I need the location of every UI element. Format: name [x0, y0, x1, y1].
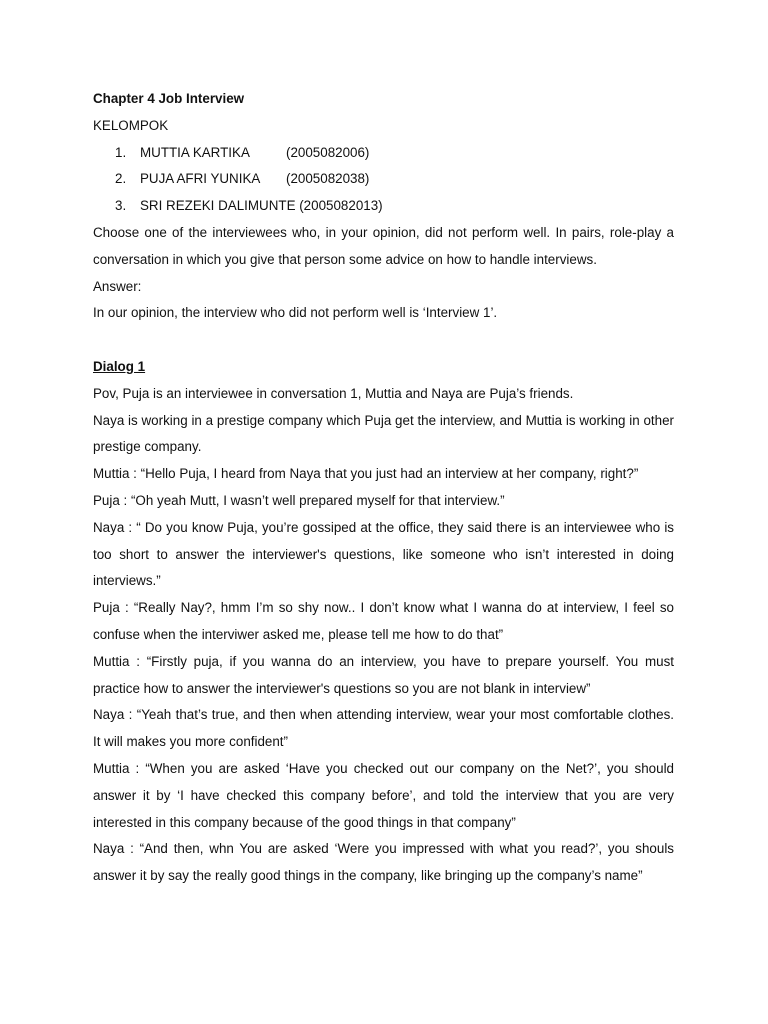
member-item: [93, 166, 674, 193]
dialog-paragraph: Naya is working in a prestige company which Puja get the interview, and Muttia is working in other prestige company.: [93, 412, 674, 455]
member-name: MUTTIA KARTIKA: [140, 144, 250, 160]
member-id: (2005082006): [286, 144, 370, 160]
dialog-heading: Dialog 1: [93, 358, 146, 374]
document-page: [93, 86, 674, 890]
member-number: 3.: [115, 198, 127, 214]
dialog-paragraph: Naya : “And then, whn You are asked ‘Were you impressed with what you read?’, you shouls answer it by say the really good things in the company, like bringing up the company’s name”: [93, 841, 674, 884]
member-item: [93, 193, 674, 220]
member-list: [93, 140, 674, 220]
dialog-paragraph: Puja : “Really Nay?, hmm I’m so shy now.. I don’t know what I wanna do at interview, I feel so confuse when the interviwer asked me, please tell me how to do that”: [93, 600, 674, 642]
instruction-text: Choose one of the interviewees who, in your opinion, did not perform well. In pairs, role-play a conversation in which you give that person some advice on how to handle interviews.: [93, 224, 674, 267]
dialog-paragraph: Muttia : “Hello Puja, I heard from Naya that you just had an interview at her company, right?”: [93, 466, 639, 482]
blank-line: [93, 327, 674, 354]
dialog-paragraph: Puja : “Oh yeah Mutt, I wasn’t well prepared myself for that interview.”: [93, 492, 505, 508]
member-item: [93, 140, 674, 167]
dialog-paragraph: Naya : “ Do you know Puja, you’re gossiped at the office, they said there is an interviewee who is too short to answer the interviewer's questions, like someone who isn’t interested in doing interviews.”: [93, 519, 674, 589]
dialog-paragraph: Muttia : “Firstly puja, if you wanna do an interview, you have to prepare yourself. You must practice how to answer the interviewer's questions so you are not blank in interview”: [93, 653, 674, 696]
dialog-paragraph: Muttia : “When you are asked ‘Have you checked out our company on the Net?’, you should answer it by ‘I have checked this company before’, and told the interview that you are very interested in this company because of the good things in that company”: [93, 760, 674, 830]
answer-text: In our opinion, the interview who did not perform well is ‘Interview 1’.: [93, 305, 498, 321]
document-title: Chapter 4 Job Interview: [93, 91, 245, 106]
member-number: 2.: [115, 171, 127, 187]
dialog-paragraph: Pov, Puja is an interviewee in conversation 1, Muttia and Naya are Puja’s friends.: [93, 385, 574, 401]
group-label: KELOMPOK: [93, 117, 169, 133]
member-id: (2005082038): [286, 171, 370, 187]
member-number: 1.: [115, 144, 127, 160]
member-name: SRI REZEKI DALIMUNTE (2005082013): [140, 198, 383, 214]
answer-label: Answer:: [93, 278, 142, 294]
dialog-paragraph: Naya : “Yeah that’s true, and then when attending interview, wear your most comfortable clothes. It will makes you more confident”: [93, 707, 674, 750]
member-name: PUJA AFRI YUNIKA: [140, 171, 261, 187]
